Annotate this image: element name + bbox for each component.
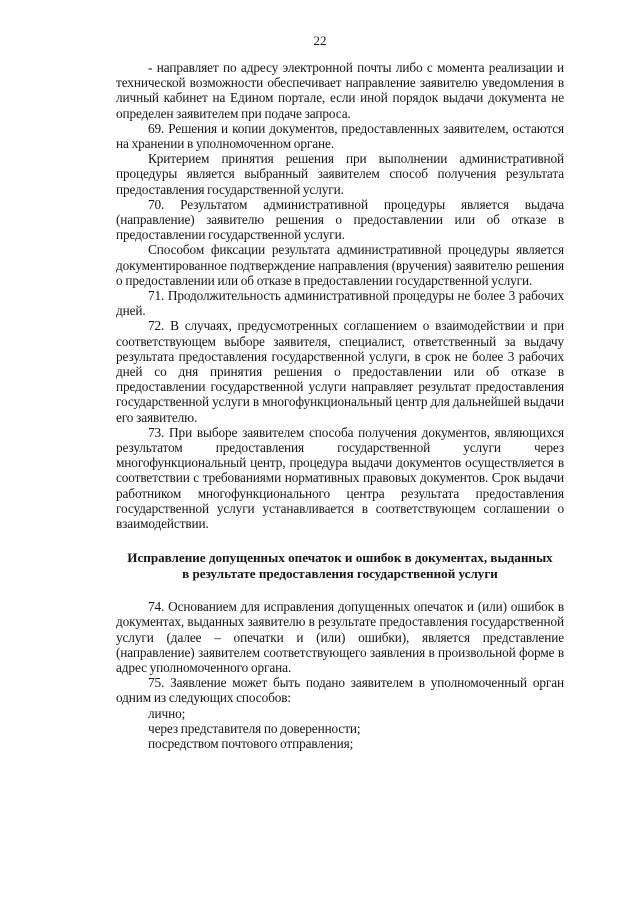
paragraph-delivery-email: - направляет по адресу электронной почты либо с момента реализации и технической возможности обеспечивает направление заявителю уведомления в личный кабинет на Едином портале, если иной порядок выдачи документа не определен заявителем при подаче запроса.: [116, 60, 564, 121]
paragraph-75: 75. Заявление может быть подано заявителем в уполномоченный орган одним из следующих способов:: [116, 675, 564, 706]
paragraph-74: 74. Основанием для исправления допущенных опечаток и (или) ошибок в документах, выданных заявителю в результате предоставления государственной услуги (далее – опечатки и (или) ошибки), является представление (направление) заявителем соответствующего заявления в произвольной форме в адрес уполномоченного органа.: [116, 599, 564, 675]
list-item-postal: посредством почтового отправления;: [148, 735, 354, 751]
paragraph-72: 72. В случаях, предусмотренных соглашением о взаимодействии и при соответствующем выборе заявителя, специалист, ответственный за выдачу результата предоставления государственной услуги, в срок не более 3 рабочих дней со дня принятия решения о предоставлении или об отказе в предоставлении государственной услуги направляет результат предоставления государственной услуги в многофункциональный центр для дальнейшей выдачи его заявителю.: [116, 318, 564, 425]
section-heading-line-2: в результате предоставления государственной услуги: [182, 565, 498, 581]
paragraph-71: 71. Продолжительность административной процедуры не более 3 рабочих дней.: [116, 288, 564, 319]
paragraph-69: 69. Решения и копии документов, предоставленных заявителем, остаются на хранении в уполномоченном органе.: [116, 120, 564, 152]
paragraph-73: 73. При выборе заявителем способа получения документов, являющихся результатом предоставления государственной услуги через многофункциональный центр, процедура выдачи документов осуществляется в соответствии с требованиями нормативных правовых документов. Срок выдачи работником многофункционального центра результата предоставления государственной услуги устанавливается в соответствующем соглашении о взаимодействии.: [116, 424, 564, 532]
list-item-in-person: лично;: [148, 705, 186, 721]
paragraph-decision-criterion: Критерием принятия решения при выполнении административной процедуры является выбранный заявителем способ получения результата предоставления государственной услуги.: [116, 151, 564, 197]
list-item-representative: через представителя по доверенности;: [148, 720, 361, 736]
paragraph-70: 70. Результатом административной процедуры является выдача (направление) заявителю решения о предоставлении или об отказе в предоставлении государственной услуги.: [116, 196, 564, 243]
paragraph-fixation-method: Способом фиксации результата административной процедуры является документированное подтверждение направления (вручения) заявителю решения о предоставлении или об отказе в предоставлении государственной услуги.: [116, 242, 564, 288]
section-heading: [116, 550, 564, 581]
page-number: 22: [313, 33, 327, 48]
section-heading-line-1: Исправление допущенных опечаток и ошибок в документах, выданных: [127, 550, 553, 566]
document-body: [116, 60, 564, 751]
